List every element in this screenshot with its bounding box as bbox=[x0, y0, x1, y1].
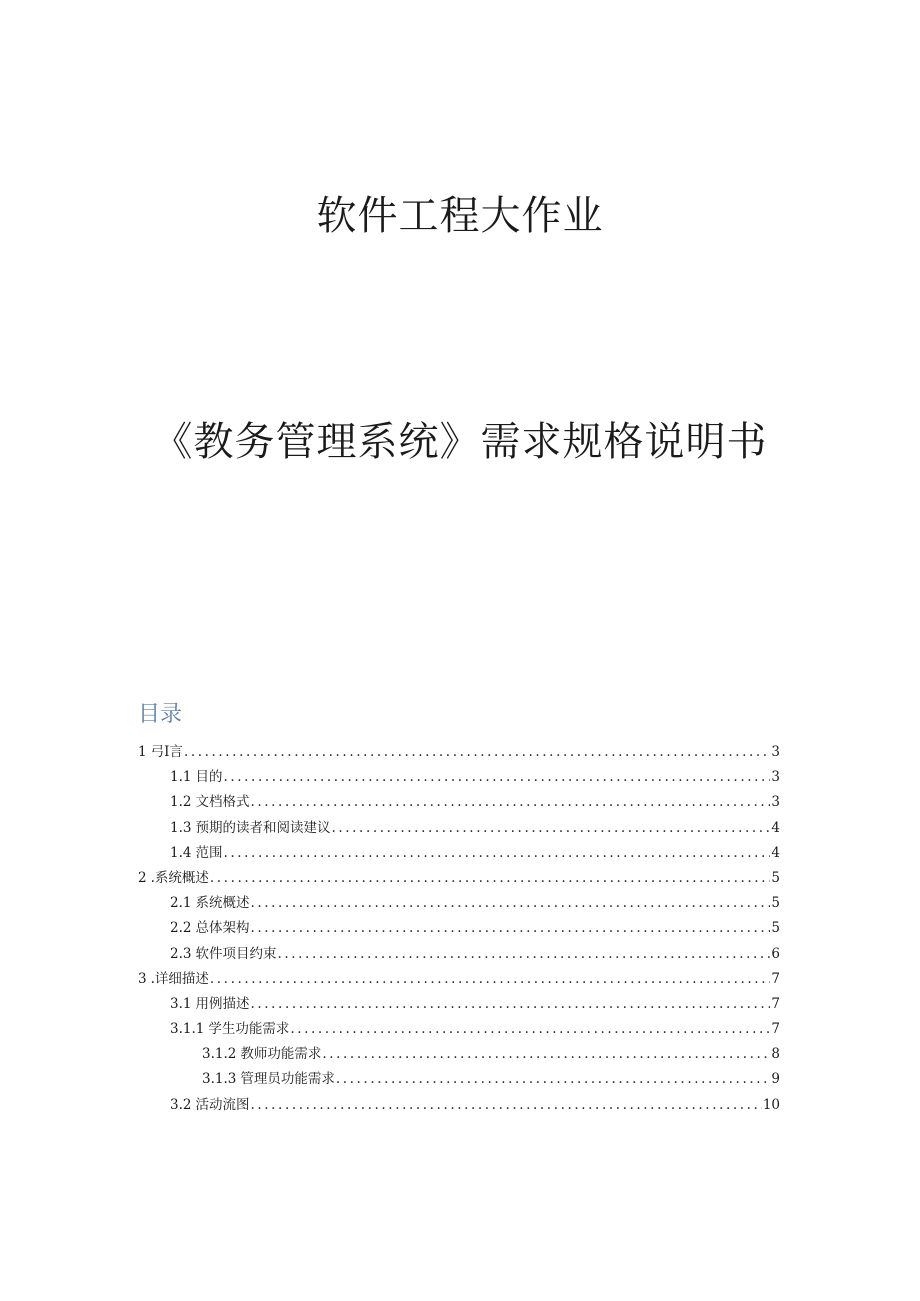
toc-entry[interactable] bbox=[138, 967, 780, 992]
document-title: 软件工程大作业 bbox=[316, 193, 604, 239]
toc-leader-dots bbox=[290, 1017, 770, 1042]
toc-entry-label: 软件项目约束 bbox=[195, 945, 277, 962]
toc-entry-label: 活动流图 bbox=[195, 1096, 250, 1113]
toc-entry-label: 用例描述 bbox=[195, 995, 250, 1012]
toc-entry-number: 3.1.1 bbox=[170, 1021, 205, 1038]
toc-leader-dots bbox=[210, 866, 771, 891]
toc-leader-dots bbox=[223, 765, 770, 790]
toc-entry-page: 3 bbox=[771, 769, 780, 786]
toc-entry-number: 1.3 bbox=[170, 819, 192, 836]
toc-entry-page: 4 bbox=[771, 819, 780, 836]
toc-entry-number: 1.4 bbox=[170, 844, 192, 861]
toc-leader-dots bbox=[250, 1093, 761, 1118]
toc-heading: 目录 bbox=[138, 702, 183, 727]
toc-entry-page: 3 bbox=[771, 794, 780, 811]
toc-entry-number: 2.2 bbox=[170, 920, 192, 937]
toc-leader-dots bbox=[250, 916, 770, 941]
toc-entry[interactable] bbox=[138, 942, 780, 967]
toc-leader-dots bbox=[250, 891, 770, 916]
toc-entry[interactable] bbox=[138, 790, 780, 815]
toc-entry-label: 弓I言 bbox=[150, 744, 183, 760]
toc-entry-page: 9 bbox=[771, 1071, 780, 1088]
toc-entry[interactable] bbox=[138, 1042, 780, 1067]
toc-leader-dots bbox=[210, 967, 771, 992]
toc-leader-dots bbox=[250, 790, 770, 815]
toc-entry-label: .系统概述 bbox=[150, 869, 209, 886]
toc-entry-page: 8 bbox=[771, 1046, 780, 1063]
table-of-contents bbox=[138, 740, 780, 1118]
toc-entry-label: 预期的读者和阅读建议 bbox=[195, 819, 331, 836]
toc-entry-label: 目的 bbox=[195, 769, 223, 786]
toc-entry-page: 10 bbox=[762, 1096, 780, 1113]
toc-leader-dots bbox=[250, 992, 770, 1017]
toc-entry-number: 3.1.3 bbox=[202, 1071, 237, 1088]
toc-entry[interactable] bbox=[138, 992, 780, 1017]
toc-entry-number: 1 bbox=[138, 744, 147, 760]
toc-entry[interactable] bbox=[138, 841, 780, 866]
toc-entry-page: 7 bbox=[771, 995, 780, 1012]
toc-entry[interactable] bbox=[138, 765, 780, 790]
toc-entry[interactable] bbox=[138, 1017, 780, 1042]
toc-entry[interactable] bbox=[138, 916, 780, 941]
toc-leader-dots bbox=[322, 1042, 770, 1067]
toc-entry-label: 管理员功能需求 bbox=[240, 1071, 335, 1088]
toc-entry-number: 3.1.2 bbox=[202, 1046, 237, 1063]
toc-entry[interactable] bbox=[138, 891, 780, 916]
toc-entry[interactable] bbox=[138, 866, 780, 891]
toc-entry-number: 2.1 bbox=[170, 895, 192, 912]
toc-entry-page: 5 bbox=[771, 920, 780, 937]
toc-entry[interactable] bbox=[138, 740, 780, 765]
toc-leader-dots bbox=[277, 942, 770, 967]
toc-entry-page: 7 bbox=[771, 970, 780, 987]
toc-entry[interactable] bbox=[138, 816, 780, 841]
toc-entry-number: 2 bbox=[138, 869, 147, 886]
toc-leader-dots bbox=[184, 740, 770, 765]
toc-entry-label: 范围 bbox=[195, 844, 223, 861]
toc-entry-number: 3 bbox=[138, 970, 147, 987]
toc-leader-dots bbox=[223, 841, 770, 866]
toc-entry-label: 文档格式 bbox=[195, 794, 250, 811]
document-subtitle: 《教务管理系统》需求规格说明书 bbox=[152, 419, 768, 465]
toc-entry-label: 学生功能需求 bbox=[208, 1021, 290, 1038]
toc-entry-number: 2.3 bbox=[170, 945, 192, 962]
toc-entry-number: 3.2 bbox=[170, 1096, 192, 1113]
toc-entry-number: 1.2 bbox=[170, 794, 192, 811]
toc-entry-page: 5 bbox=[771, 869, 780, 886]
toc-entry-label: 总体架构 bbox=[195, 920, 250, 937]
toc-entry-label: .详细描述 bbox=[150, 970, 209, 987]
toc-entry-page: 4 bbox=[771, 844, 780, 861]
toc-entry[interactable] bbox=[138, 1093, 780, 1118]
toc-entry-label: 系统概述 bbox=[195, 895, 250, 912]
toc-entry[interactable] bbox=[138, 1067, 780, 1092]
toc-entry-page: 7 bbox=[771, 1021, 780, 1038]
toc-entry-page: 3 bbox=[771, 744, 780, 760]
toc-entry-label: 教师功能需求 bbox=[240, 1046, 322, 1063]
toc-leader-dots bbox=[331, 816, 770, 841]
toc-entry-page: 6 bbox=[771, 945, 780, 962]
toc-leader-dots bbox=[336, 1067, 771, 1092]
toc-entry-number: 3.1 bbox=[170, 995, 192, 1012]
toc-entry-number: 1.1 bbox=[170, 769, 192, 786]
toc-entry-page: 5 bbox=[771, 895, 780, 912]
